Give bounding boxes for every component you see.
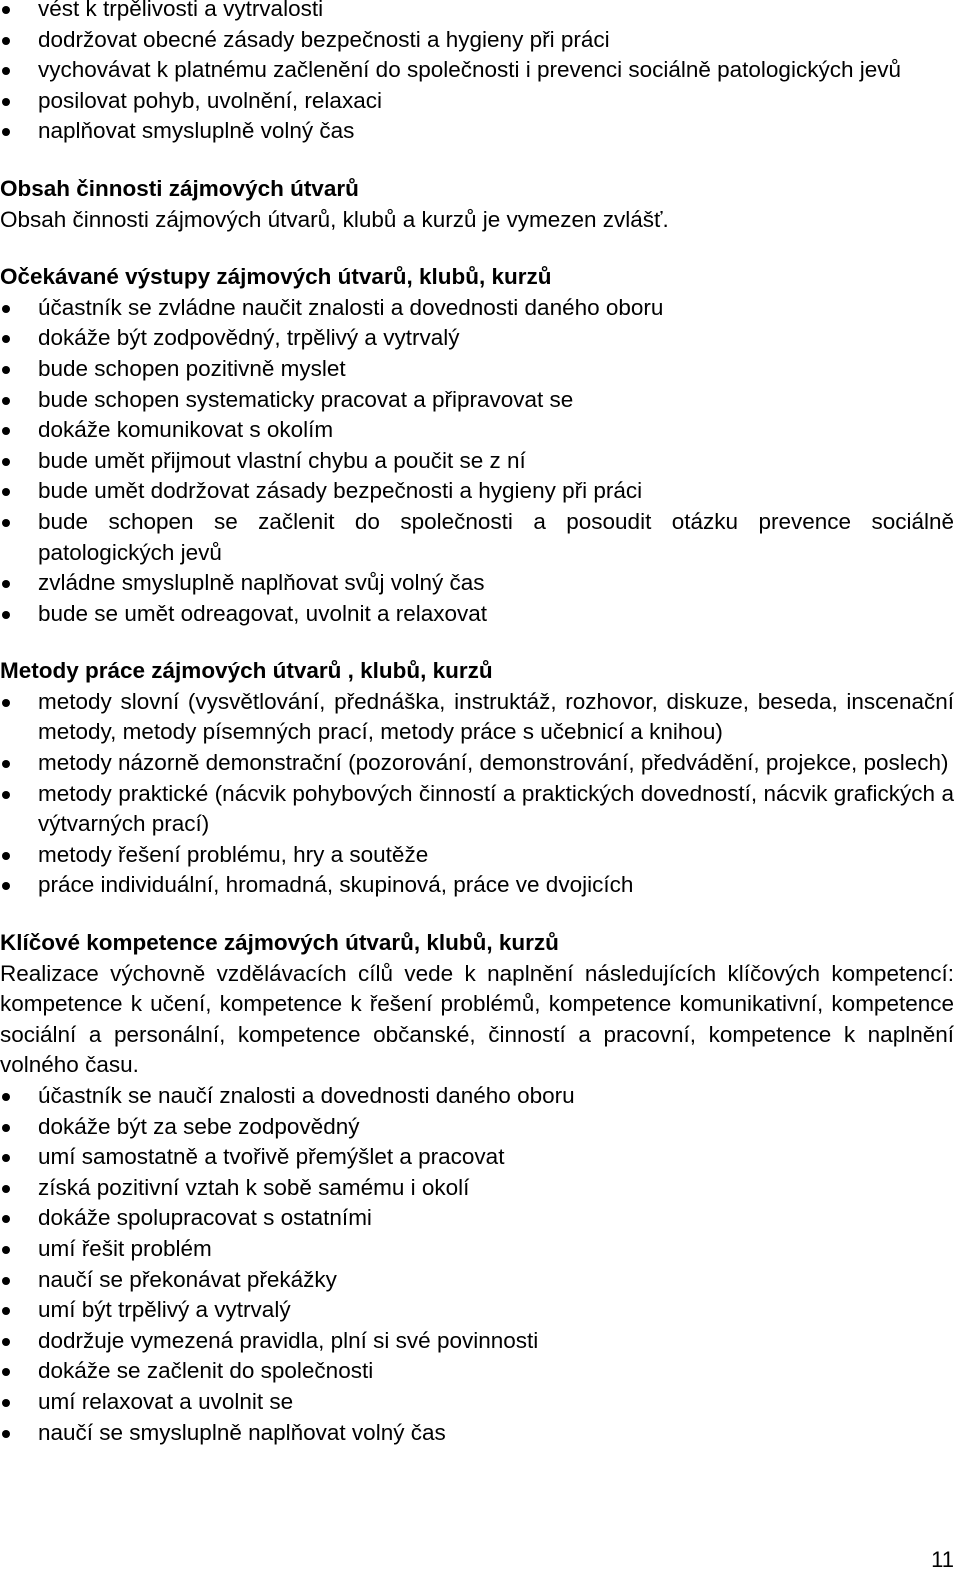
list-item: [0, 840, 954, 871]
list-item: [0, 1326, 954, 1357]
bullet-icon: [2, 519, 10, 527]
list-item: [0, 293, 954, 324]
bullet-icon: [2, 305, 10, 313]
paragraph-kompetence: Realizace výchovně vzdělávacích cílů vede k naplnění následujících klíčových kompetencí: kompetence k učení, kompetence k řešení problémů, kompetence komunikativní, kompetence sociální a personální, kompetence občanské, činností a pracovní, kompetence k naplnění volného času.: [0, 960, 954, 1078]
list-item-text: účastník se zvládne naučit znalosti a dovednosti daného oboru: [38, 294, 664, 320]
methods-list: [0, 687, 954, 901]
list-item-text: vést k trpělivosti a vytrvalosti: [38, 0, 324, 21]
list-item-text: dokáže být zodpovědný, trpělivý a vytrvalý: [38, 325, 460, 351]
list-item: [0, 116, 954, 147]
list-item-text: umí samostatně a tvořivě přemýšlet a pracovat: [38, 1144, 505, 1170]
list-item-text: bude se umět odreagovat, uvolnit a relaxovat: [38, 600, 488, 626]
list-item-text: umí být trpělivý a vytrvalý: [38, 1297, 291, 1323]
bullet-icon: [2, 427, 10, 435]
list-item: [0, 1081, 954, 1112]
list-item-text: práce individuální, hromadná, skupinová, práce ve dvojicích: [38, 872, 634, 898]
list-item-text: dokáže být za sebe zodpovědný: [38, 1113, 360, 1139]
list-item: [0, 507, 954, 568]
bullet-icon: [2, 1430, 10, 1438]
list-item-text: bude umět přijmout vlastní chybu a poučit se z ní: [38, 447, 526, 473]
bullet-icon: [2, 335, 10, 343]
spacer: [0, 901, 954, 928]
bullet-icon: [2, 6, 10, 14]
spacer: [0, 235, 954, 262]
list-item-text: metody slovní (vysvětlování, přednáška, instruktáž, rozhovor, diskuze, beseda, inscenační metody, metody písemných prací, metody práce s učebnicí a knihou): [38, 688, 954, 745]
bullet-icon: [2, 1124, 10, 1132]
list-item-text: naučí se smysluplně naplňovat volný čas: [38, 1419, 446, 1445]
bullet-icon: [2, 397, 10, 405]
bullet-icon: [2, 1246, 10, 1254]
list-item: [0, 415, 954, 446]
list-item-text: dokáže se začlenit do společnosti: [38, 1358, 374, 1384]
bullet-icon: [2, 67, 10, 75]
outcomes-list: [0, 293, 954, 630]
list-item: [0, 1356, 954, 1387]
bullet-icon: [2, 580, 10, 588]
list-item: [0, 1112, 954, 1143]
list-item-text: umí řešit problém: [38, 1235, 212, 1261]
list-item-text: metody řešení problému, hry a soutěže: [38, 841, 429, 867]
bullet-icon: [2, 1277, 10, 1285]
list-item-text: naučí se překonávat překážky: [38, 1266, 337, 1292]
heading-kompetence: Klíčové kompetence zájmových útvarů, klubů, kurzů: [0, 930, 559, 956]
list-item-text: vychovávat k platnému začlenění do společnosti i prevenci sociálně patologických jevů: [38, 57, 901, 83]
list-item: [0, 687, 954, 748]
list-item: [0, 1142, 954, 1173]
competences-list: [0, 1081, 954, 1448]
list-item-text: bude umět dodržovat zásady bezpečnosti a hygieny při práci: [38, 478, 643, 504]
bullet-icon: [2, 1399, 10, 1407]
spacer: [0, 629, 954, 656]
spacer: [0, 147, 954, 174]
list-item-text: bude schopen se začlenit do společnosti a posoudit otázku prevence sociálně patologických jevů: [38, 508, 954, 565]
list-item: [0, 354, 954, 385]
list-item: [0, 1295, 954, 1326]
list-item-text: umí relaxovat a uvolnit se: [38, 1388, 294, 1414]
list-item: [0, 446, 954, 477]
bullet-icon: [2, 1215, 10, 1223]
bullet-icon: [2, 1185, 10, 1193]
heading-vystupy: Očekávané výstupy zájmových útvarů, klubů, kurzů: [0, 264, 552, 290]
list-item: [0, 1387, 954, 1418]
bullet-icon: [2, 488, 10, 496]
bullet-icon: [2, 37, 10, 45]
list-item: [0, 25, 954, 56]
list-item: [0, 1203, 954, 1234]
bullet-icon: [2, 852, 10, 860]
list-item: [0, 599, 954, 630]
list-item-text: dokáže komunikovat s okolím: [38, 417, 334, 443]
bullet-icon: [2, 128, 10, 136]
list-item: [0, 870, 954, 901]
bullet-icon: [2, 1154, 10, 1162]
list-item-text: dodržuje vymezená pravidla, plní si své povinnosti: [38, 1327, 539, 1353]
list-item-text: naplňovat smysluplně volný čas: [38, 118, 355, 144]
list-item-text: zvládne smysluplně naplňovat svůj volný čas: [38, 570, 485, 596]
list-item: [0, 323, 954, 354]
goals-list: [0, 0, 954, 147]
list-item: [0, 0, 954, 25]
list-item-text: metody praktické (nácvik pohybových činností a praktických dovedností, nácvik grafických a výtvarných prací): [38, 780, 954, 837]
bullet-icon: [2, 1368, 10, 1376]
list-item-text: získá pozitivní vztah k sobě samému i okolí: [38, 1174, 470, 1200]
bullet-icon: [2, 760, 10, 768]
bullet-icon: [2, 791, 10, 799]
list-item: [0, 1234, 954, 1265]
bullet-icon: [2, 1307, 10, 1315]
bullet-icon: [2, 458, 10, 466]
list-item-text: účastník se naučí znalosti a dovednosti daného oboru: [38, 1083, 575, 1108]
list-item: [0, 748, 954, 779]
heading-metody: Metody práce zájmových útvarů , klubů, kurzů: [0, 658, 493, 684]
bullet-icon: [2, 366, 10, 374]
bullet-icon: [2, 611, 10, 619]
list-item: [0, 1265, 954, 1296]
bullet-icon: [2, 699, 10, 707]
list-item: [0, 385, 954, 416]
list-item: [0, 568, 954, 599]
paragraph-obsah: Obsah činnosti zájmových útvarů, klubů a kurzů je vymezen zvlášť.: [0, 206, 669, 232]
bullet-icon: [2, 882, 10, 890]
list-item: [0, 476, 954, 507]
list-item: [0, 1173, 954, 1204]
list-item: [0, 86, 954, 117]
list-item-text: bude schopen systematicky pracovat a připravovat se: [38, 386, 574, 412]
bullet-icon: [2, 1093, 10, 1101]
list-item-text: posilovat pohyb, uvolnění, relaxaci: [38, 87, 382, 113]
bullet-icon: [2, 98, 10, 106]
bullet-icon: [2, 1338, 10, 1346]
list-item-text: dokáže spolupracovat s ostatními: [38, 1205, 372, 1231]
list-item: [0, 55, 954, 86]
list-item-text: metody názorně demonstrační (pozorování, demonstrování, předvádění, projekce, poslech): [38, 750, 949, 776]
list-item-text: dodržovat obecné zásady bezpečnosti a hygieny při práci: [38, 26, 610, 52]
list-item-text: bude schopen pozitivně myslet: [38, 355, 346, 381]
heading-obsah: Obsah činnosti zájmových útvarů: [0, 175, 359, 201]
page-number: 11: [931, 1547, 954, 1572]
list-item: [0, 779, 954, 840]
list-item: [0, 1418, 954, 1449]
